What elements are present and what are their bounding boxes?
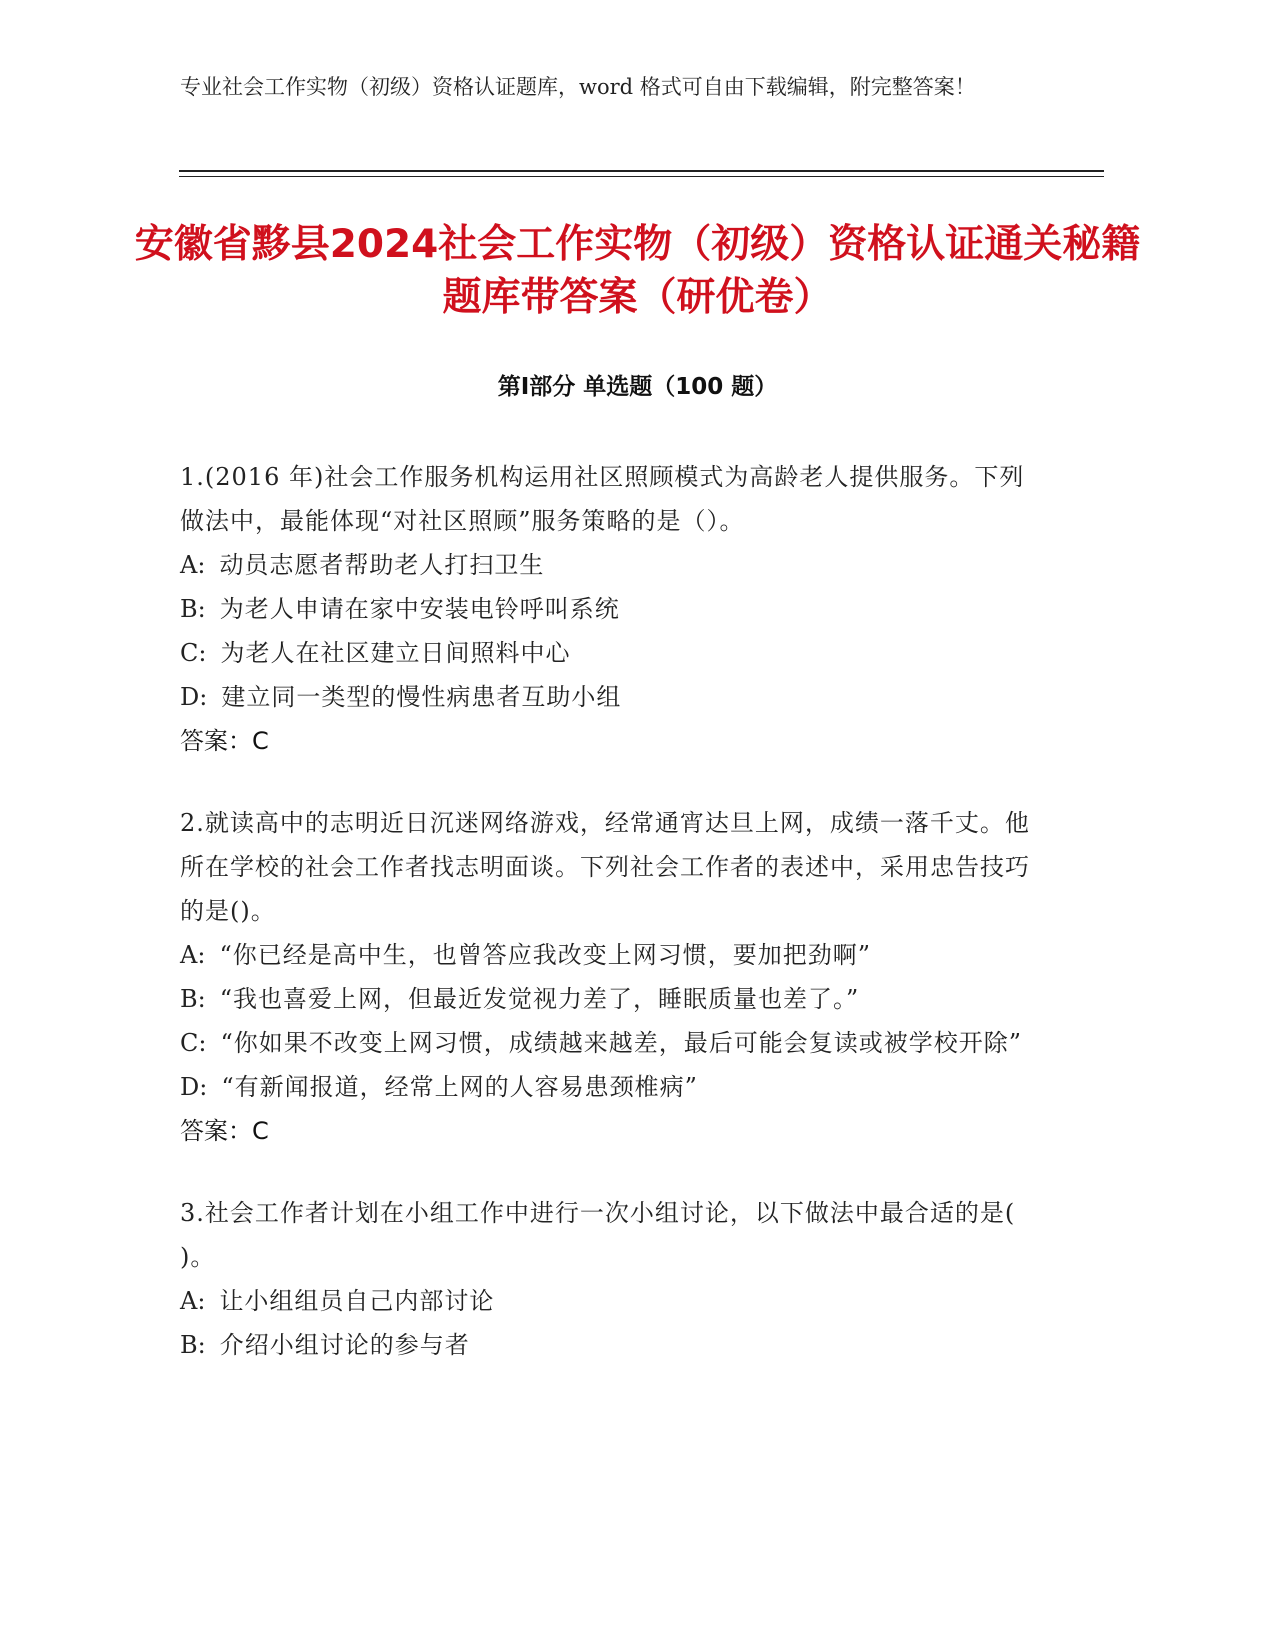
option-letter: B (180, 595, 198, 623)
option-separator: : (198, 639, 207, 667)
option-text: 为老人在社区建立日间照料中心 (220, 639, 571, 667)
option-separator: : (197, 985, 206, 1013)
question-list (180, 455, 1030, 1405)
option-separator: : (197, 551, 206, 579)
option-text: 为老人申请在家中安装电铃呼叫系统 (219, 595, 620, 623)
option-letter: A (180, 551, 198, 579)
option-d (180, 1065, 1030, 1109)
answer-line: 答案：C (180, 1117, 269, 1145)
option-letter: C (180, 639, 199, 667)
question-stem: 1.(2016 年)社会工作服务机构运用社区照顾模式为高龄老人提供服务。下列做法中，最能体现“对社区照顾”服务策略的是（）。 (180, 463, 1025, 535)
option-a (180, 543, 1030, 587)
option-text: 让小组组员自己内部讨论 (219, 1287, 495, 1315)
option-letter: D (180, 1073, 200, 1101)
question-3 (180, 1191, 1030, 1367)
option-letter: A (180, 941, 198, 969)
option-letter: B (180, 985, 198, 1013)
option-letter: C (180, 1029, 199, 1057)
question-stem: 3.社会工作者计划在小组工作中进行一次小组讨论，以下做法中最合适的是( )。 (180, 1199, 1016, 1271)
option-d (180, 675, 1030, 719)
option-separator: : (197, 595, 206, 623)
option-c (180, 631, 1030, 675)
option-separator: : (197, 1331, 206, 1359)
option-letter: B (180, 1331, 198, 1359)
option-text: “你如果不改变上网习惯，成绩越来越差，最后可能会复读或被学校开除” (220, 1029, 1023, 1057)
option-a (180, 933, 1030, 977)
option-text: “我也喜爱上网，但最近发觉视力差了，睡眠质量也差了。” (219, 985, 860, 1013)
option-separator: : (197, 1287, 206, 1315)
option-c (180, 1021, 1030, 1065)
option-text: 介绍小组讨论的参与者 (219, 1331, 470, 1359)
option-separator: : (197, 941, 206, 969)
option-b (180, 587, 1030, 631)
question-stem: 2.就读高中的志明近日沉迷网络游戏，经常通宵达旦上网，成绩一落千丈。他所在学校的社会工作者找志明面谈。下列社会工作者的表述中，采用忠告技巧的是()。 (180, 809, 1030, 925)
section-heading: 第Ⅰ部分 单选题（100 题） (497, 374, 778, 400)
document-title: 安徽省黟县2024社会工作实物（初级）资格认证通关秘籍题库带答案（研优卷） (134, 222, 1141, 320)
question-1 (180, 455, 1030, 763)
option-letter: A (180, 1287, 198, 1315)
option-separator: : (198, 1029, 207, 1057)
option-b (180, 977, 1030, 1021)
option-b (180, 1323, 1030, 1367)
option-separator: : (199, 683, 208, 711)
option-text: 动员志愿者帮助老人打扫卫生 (219, 551, 545, 579)
option-separator: : (199, 1073, 208, 1101)
option-letter: D (180, 683, 200, 711)
answer-line: 答案：C (180, 727, 269, 755)
option-text: “你已经是高中生，也曾答应我改变上网习惯，要加把劲啊” (219, 941, 871, 969)
header-rule-thick (179, 170, 1104, 172)
header-rule-thin (179, 176, 1104, 177)
question-2 (180, 801, 1030, 1153)
option-text: 建立同一类型的慢性病患者互助小组 (221, 683, 622, 711)
option-a (180, 1279, 1030, 1323)
option-text: “有新闻报道，经常上网的人容易患颈椎病” (221, 1073, 698, 1101)
header-note: 专业社会工作实物（初级）资格认证题库，word 格式可自由下载编辑，附完整答案！ (180, 75, 976, 99)
